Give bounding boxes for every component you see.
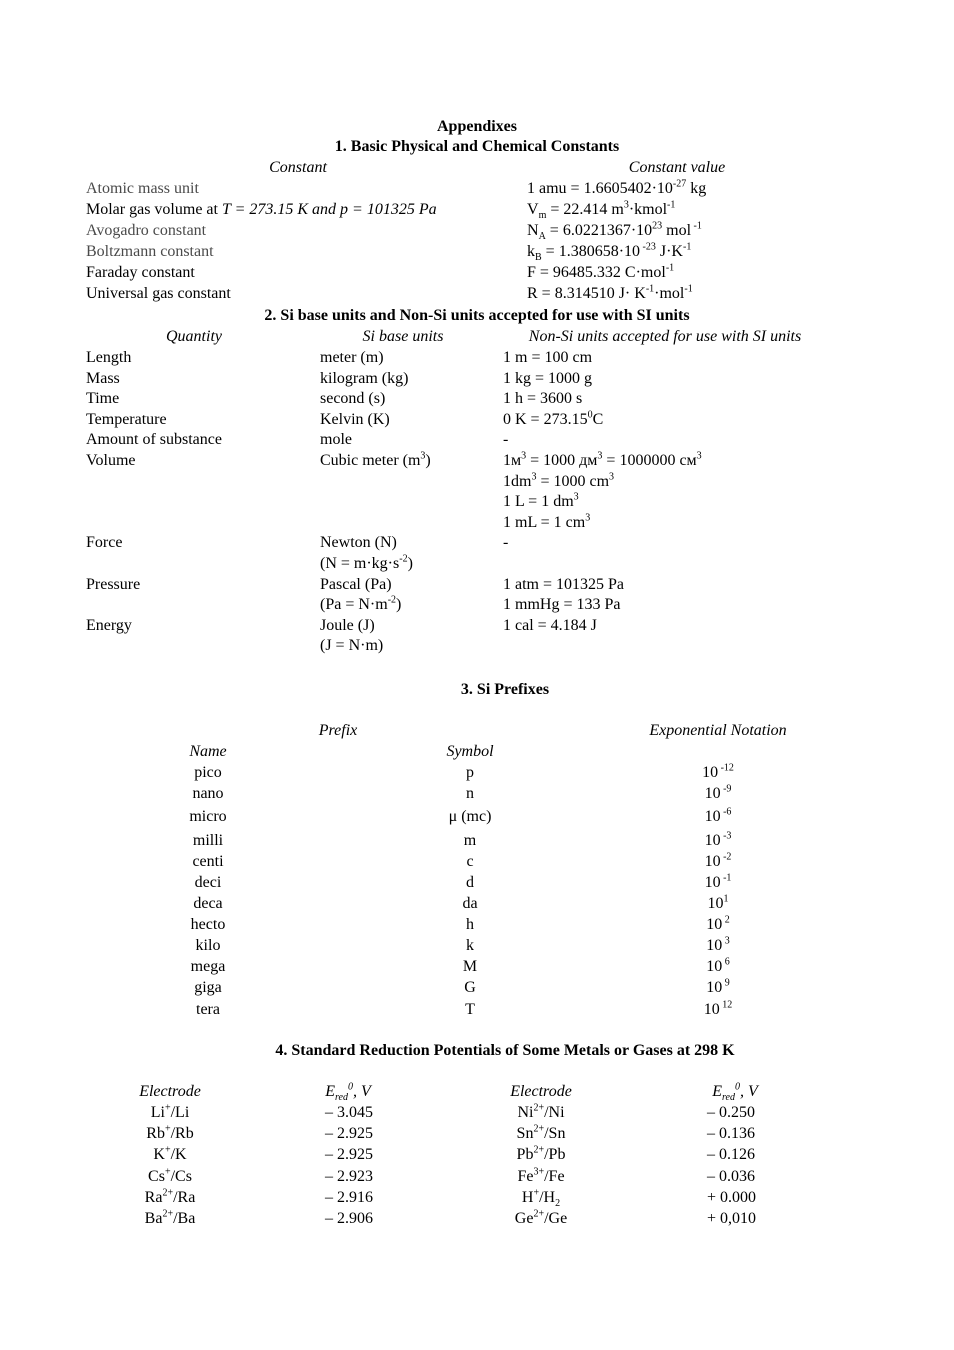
prefix-symbol: p	[466, 764, 474, 781]
constant-value: $V_m = 22.414$ $m^3\cdot kmol^{-1}$	[527, 199, 676, 222]
prefix-symbol: M	[462, 958, 478, 975]
si-unit: kilogram (kg)	[320, 369, 409, 387]
electrode-left: Li+/Li	[150, 1102, 190, 1121]
potential-right: – 0.126	[707, 1146, 755, 1164]
electrode-right: $Pb^{2+}/Pb$	[516, 1145, 566, 1164]
si-unit: second (s)	[320, 390, 386, 408]
s2-col-nonsi: Non-Si units accepted for use with SI units	[528, 328, 802, 345]
si-unit: mole	[320, 431, 352, 449]
electrode-left: K+/K	[153, 1145, 187, 1164]
prefix-exponent: 10 $^{12}$	[703, 999, 733, 1018]
si-unit: (J = N·m)	[320, 637, 384, 655]
non-si-unit: 1 L = 1 $dm^3$	[503, 491, 579, 511]
electrode-left: $Ba^{2+}/Ba$	[144, 1208, 196, 1227]
prefix-symbol: c	[466, 853, 474, 870]
prefix-exponent: 10 $^{-6}$	[704, 806, 732, 825]
non-si-unit: 1 mL = 1 $cm^3$	[503, 512, 591, 531]
si-unit: Joule (J)	[320, 616, 375, 634]
non-si-unit: 1 h = 3600 s	[503, 390, 583, 408]
constant-value: $N_A = 6.0221367\cdot 10^{23}$ mol $^{-1}$	[527, 220, 702, 243]
s2-col-quantity: Quantity	[166, 328, 222, 345]
si-unit: Newton (N)	[320, 534, 397, 552]
electrode-right: $Fe^{3+}/Fe$	[517, 1166, 565, 1185]
non-si-unit: -	[503, 534, 509, 552]
potential-left: – 2.925	[325, 1125, 373, 1143]
section-3-title: 3. Si Prefixes	[460, 681, 550, 698]
non-si-unit: 0 $K = 273.15^0C$	[503, 409, 604, 428]
si-unit: $(Pa = N\cdot m^{-2})$	[320, 594, 402, 614]
s4-col-electrode-right: Electrode	[510, 1083, 572, 1100]
electrode-left: Cs+/Cs	[148, 1166, 192, 1185]
prefix-exponent: 10 $^{-12}$	[702, 762, 734, 781]
quantity-name: Energy	[86, 616, 132, 634]
potential-right: – 0.250	[707, 1104, 755, 1121]
non-si-unit: 1 atm = 101325 Pa	[503, 575, 625, 593]
prefix-name: mega	[190, 958, 226, 975]
constant-name: Atomic mass unit	[86, 180, 199, 197]
quantity-name: Time	[86, 390, 120, 408]
prefix-symbol: n	[466, 785, 474, 802]
prefix-exponent: $10^1$	[707, 893, 729, 912]
electrode-right: $Ge^{2+}/Ge$	[514, 1208, 568, 1227]
potential-right: + 0.000	[707, 1188, 757, 1206]
potential-right: + 0,010	[707, 1210, 757, 1227]
electrode-right: $Ni^{2+}/Ni$	[517, 1102, 565, 1121]
prefix-exponent: 10 $^{-9}$	[704, 783, 732, 802]
constant-value: 1 amu = $1.6605402\cdot 10^{-27}$ kg	[527, 178, 707, 197]
s3-col-prefix: Prefix	[318, 722, 358, 739]
prefix-exponent: 10 $^2$	[706, 914, 730, 933]
constant-value: F = 96485.332 C·mol$^{-1}$	[527, 262, 675, 281]
constant-name: Avogadro constant	[86, 222, 207, 239]
constant-name: Boltzmann constant	[86, 243, 214, 260]
s3-col-name: Name	[189, 743, 227, 760]
prefix-name: nano	[192, 785, 224, 802]
non-si-unit: -	[503, 431, 509, 449]
prefix-symbol: da	[462, 895, 478, 912]
prefix-symbol: μ (mc)	[448, 808, 492, 825]
electrode-right: $H^+/H_2$	[521, 1187, 561, 1209]
prefix-exponent: 10 $^{-2}$	[704, 851, 732, 870]
quantity-name: Mass	[86, 369, 120, 387]
potential-left: – 2.916	[325, 1188, 373, 1206]
potential-left: – 3.045	[325, 1104, 373, 1121]
prefix-symbol: d	[466, 874, 474, 891]
prefix-name: kilo	[195, 937, 221, 954]
s1-col-constant: Constant	[269, 159, 327, 176]
potential-left: – 2.925	[325, 1146, 373, 1164]
quantity-name: Length	[86, 349, 132, 366]
section-2-title: 2. Si base units and Non-Si units accepted for use with SI units	[264, 307, 690, 324]
prefix-symbol: k	[466, 937, 474, 954]
prefix-name: deci	[194, 874, 222, 891]
non-si-unit: 1 m = 100 cm	[503, 349, 593, 366]
quantity-name: Pressure	[86, 575, 141, 593]
prefix-name: centi	[192, 853, 224, 870]
s4-col-e-right: $E_{red}^0$, V	[712, 1081, 758, 1104]
prefix-name: tera	[196, 1001, 220, 1018]
electrode-left: $Ra^{2+}/Ra$	[144, 1187, 196, 1206]
non-si-unit: 1 mmHg = 133 Pa	[503, 596, 621, 614]
constant-name: Universal gas constant	[86, 285, 231, 302]
s4-col-e-left: $E_{red}^0$, V	[325, 1081, 371, 1104]
section-4-title: 4. Standard Reduction Potentials of Some Metals or Gases at 298 K	[275, 1042, 735, 1059]
non-si-unit: 1 kg = 1000 g	[503, 369, 593, 387]
potential-right: – 0.036	[707, 1167, 755, 1185]
electrode-right: $Sn^{2+}/Sn$	[516, 1123, 566, 1143]
electrode-left: Rb+/Rb	[146, 1123, 194, 1143]
si-unit: Pascal (Pa)	[320, 575, 392, 593]
prefix-exponent: 10 $^6$	[706, 956, 730, 975]
s3-col-symbol: Symbol	[446, 743, 494, 760]
constant-value: R = 8.314510 $J\cdot K^{-1}\cdot mol^{-1}$	[527, 283, 693, 302]
s4-col-electrode-left: Electrode	[139, 1083, 201, 1100]
si-unit: Kelvin (K)	[320, 410, 390, 428]
prefix-symbol: m	[463, 832, 477, 849]
constant-value: $k_B = 1.380658\cdot 10$ $^{-23}$ $J\cdot K^{-1}$	[527, 241, 692, 264]
non-si-unit: $1м^3 = 1000$ $дм^3 = 1000000$ $см^3$	[503, 450, 702, 469]
quantity-name: Temperature	[86, 410, 167, 428]
s3-col-exp: Exponential Notation	[649, 722, 787, 739]
prefix-name: pico	[194, 764, 222, 781]
prefix-name: giga	[194, 979, 222, 996]
prefix-symbol: G	[464, 979, 476, 996]
section-1-title: 1. Basic Physical and Chemical Constants	[334, 138, 620, 155]
prefix-name: hecto	[190, 916, 226, 933]
prefix-exponent: 10 $^3$	[706, 935, 730, 954]
prefix-exponent: 10 $^9$	[706, 977, 730, 996]
non-si-unit: $1dm^3 = 1000$ $cm^3$	[503, 471, 615, 490]
potential-left: – 2.923	[325, 1167, 373, 1185]
si-unit: meter (m)	[320, 349, 384, 366]
si-unit: Cubic meter $(m^3)$	[320, 450, 431, 469]
prefix-symbol: h	[466, 916, 474, 933]
non-si-unit: 1 cal = 4.184 J	[503, 616, 597, 634]
constant-name: Molar gas volume at T = 273.15 K and p = 101325 Pa	[86, 201, 437, 218]
prefix-exponent: 10 $^{-1}$	[704, 872, 732, 891]
quantity-name: Amount of substance	[86, 431, 222, 449]
prefix-symbol: T	[465, 1001, 475, 1018]
quantity-name: Force	[86, 534, 123, 552]
page-heading: Appendixes	[436, 118, 518, 135]
quantity-name: Volume	[86, 452, 136, 469]
prefix-name: micro	[189, 808, 227, 825]
s2-col-si: Si base units	[362, 328, 444, 345]
prefix-name: milli	[192, 832, 224, 849]
prefix-exponent: 10 $^{-3}$	[704, 830, 732, 849]
prefix-name: deca	[193, 895, 223, 912]
constant-name: Faraday constant	[86, 264, 195, 281]
potential-right: – 0.136	[707, 1125, 755, 1143]
si-unit: $(N = m\cdot kg\cdot s^{-2})$	[320, 553, 413, 572]
potential-left: – 2.906	[325, 1210, 373, 1227]
s1-col-value: Constant value	[628, 159, 726, 176]
